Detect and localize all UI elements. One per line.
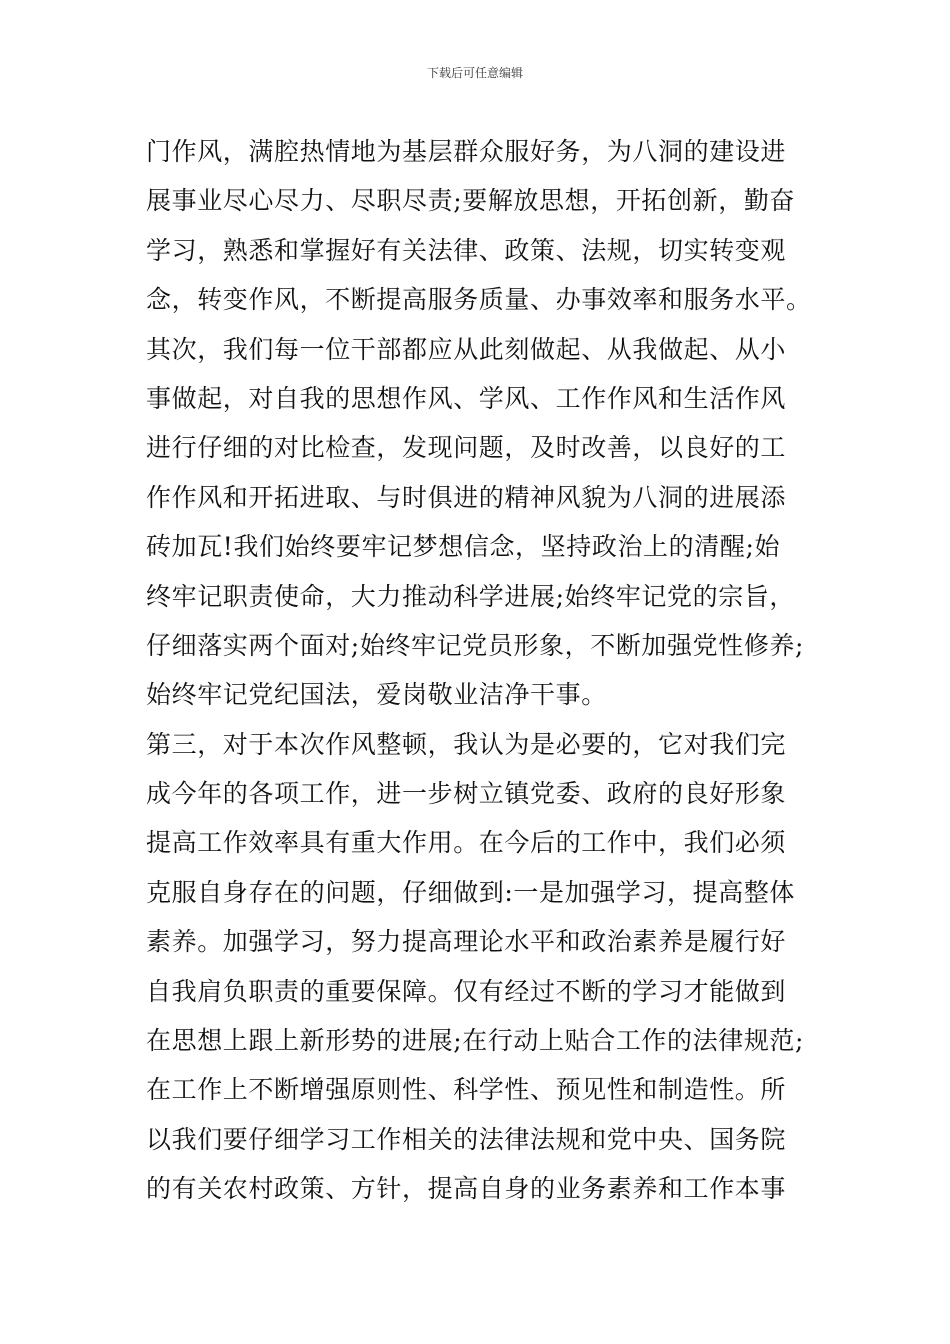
text-line: 念，转变作风，不断提高服务质量、办事效率和服务水平。 xyxy=(146,285,812,315)
text-line: 进行仔细的对比检查，发现问题，及时改善，以良好的工 xyxy=(146,433,787,463)
text-line: 自我肩负职责的重要保障。仅有经过不断的学习才能做到 xyxy=(146,976,787,1006)
text-line: 的有关农村政策、方针，提高自身的业务素养和工作本事 xyxy=(146,1174,787,1204)
text-line: 终牢记职责使命，大力推动科学进展;始终牢记党的宗旨， xyxy=(146,581,796,611)
text-line: 在思想上跟上新形势的进展;在行动上贴合工作的法律规范; xyxy=(146,1026,805,1056)
text-line: 门作风，满腔热情地为基层群众服好务，为八洞的建设进 xyxy=(146,137,787,166)
text-line: 提高工作效率具有重大作用。在今后的工作中，我们必须 xyxy=(146,828,787,858)
text-line: 以我们要仔细学习工作相关的法律法规和党中央、国务院 xyxy=(146,1124,787,1154)
page-header-note: 下载后可任意编辑 xyxy=(426,66,523,80)
text-line: 成今年的各项工作，进一步树立镇党委、政府的良好形象 xyxy=(146,779,787,809)
text-line: 展事业尽心尽力、尽职尽责;要解放思想，开拓创新，勤奋 xyxy=(146,186,796,216)
text-line: 砖加瓦!我们始终要牢记梦想信念，坚持政治上的清醒;始 xyxy=(146,532,781,562)
text-line: 克服自身存在的问题，仔细做到:一是加强学习，提高整体 xyxy=(146,877,796,907)
text-line: 仔细落实两个面对;始终牢记党员形象，不断加强党性修养; xyxy=(146,630,805,660)
text-line: 事做起，对自我的思想作风、学风、工作作风和生活作风 xyxy=(146,383,787,413)
text-line: 学习，熟悉和掌握好有关法律、政策、法规，切实转变观 xyxy=(146,235,787,265)
text-line: 作作风和开拓进取、与时俱进的精神风貌为八洞的进展添 xyxy=(146,482,787,512)
text-line: 在工作上不断增强原则性、科学性、预见性和制造性。所 xyxy=(146,1075,787,1105)
text-line: 第三，对于本次作风整顿，我认为是必要的，它对我们完 xyxy=(146,729,787,759)
text-line: 其次，我们每一位干部都应从此刻做起、从我做起、从小 xyxy=(146,334,787,364)
text-line: 始终牢记党纪国法，爱岗敬业洁净干事。 xyxy=(146,680,607,710)
text-line: 素养。加强学习，努力提高理论水平和政治素养是履行好 xyxy=(146,927,787,957)
document-body xyxy=(146,127,826,1214)
